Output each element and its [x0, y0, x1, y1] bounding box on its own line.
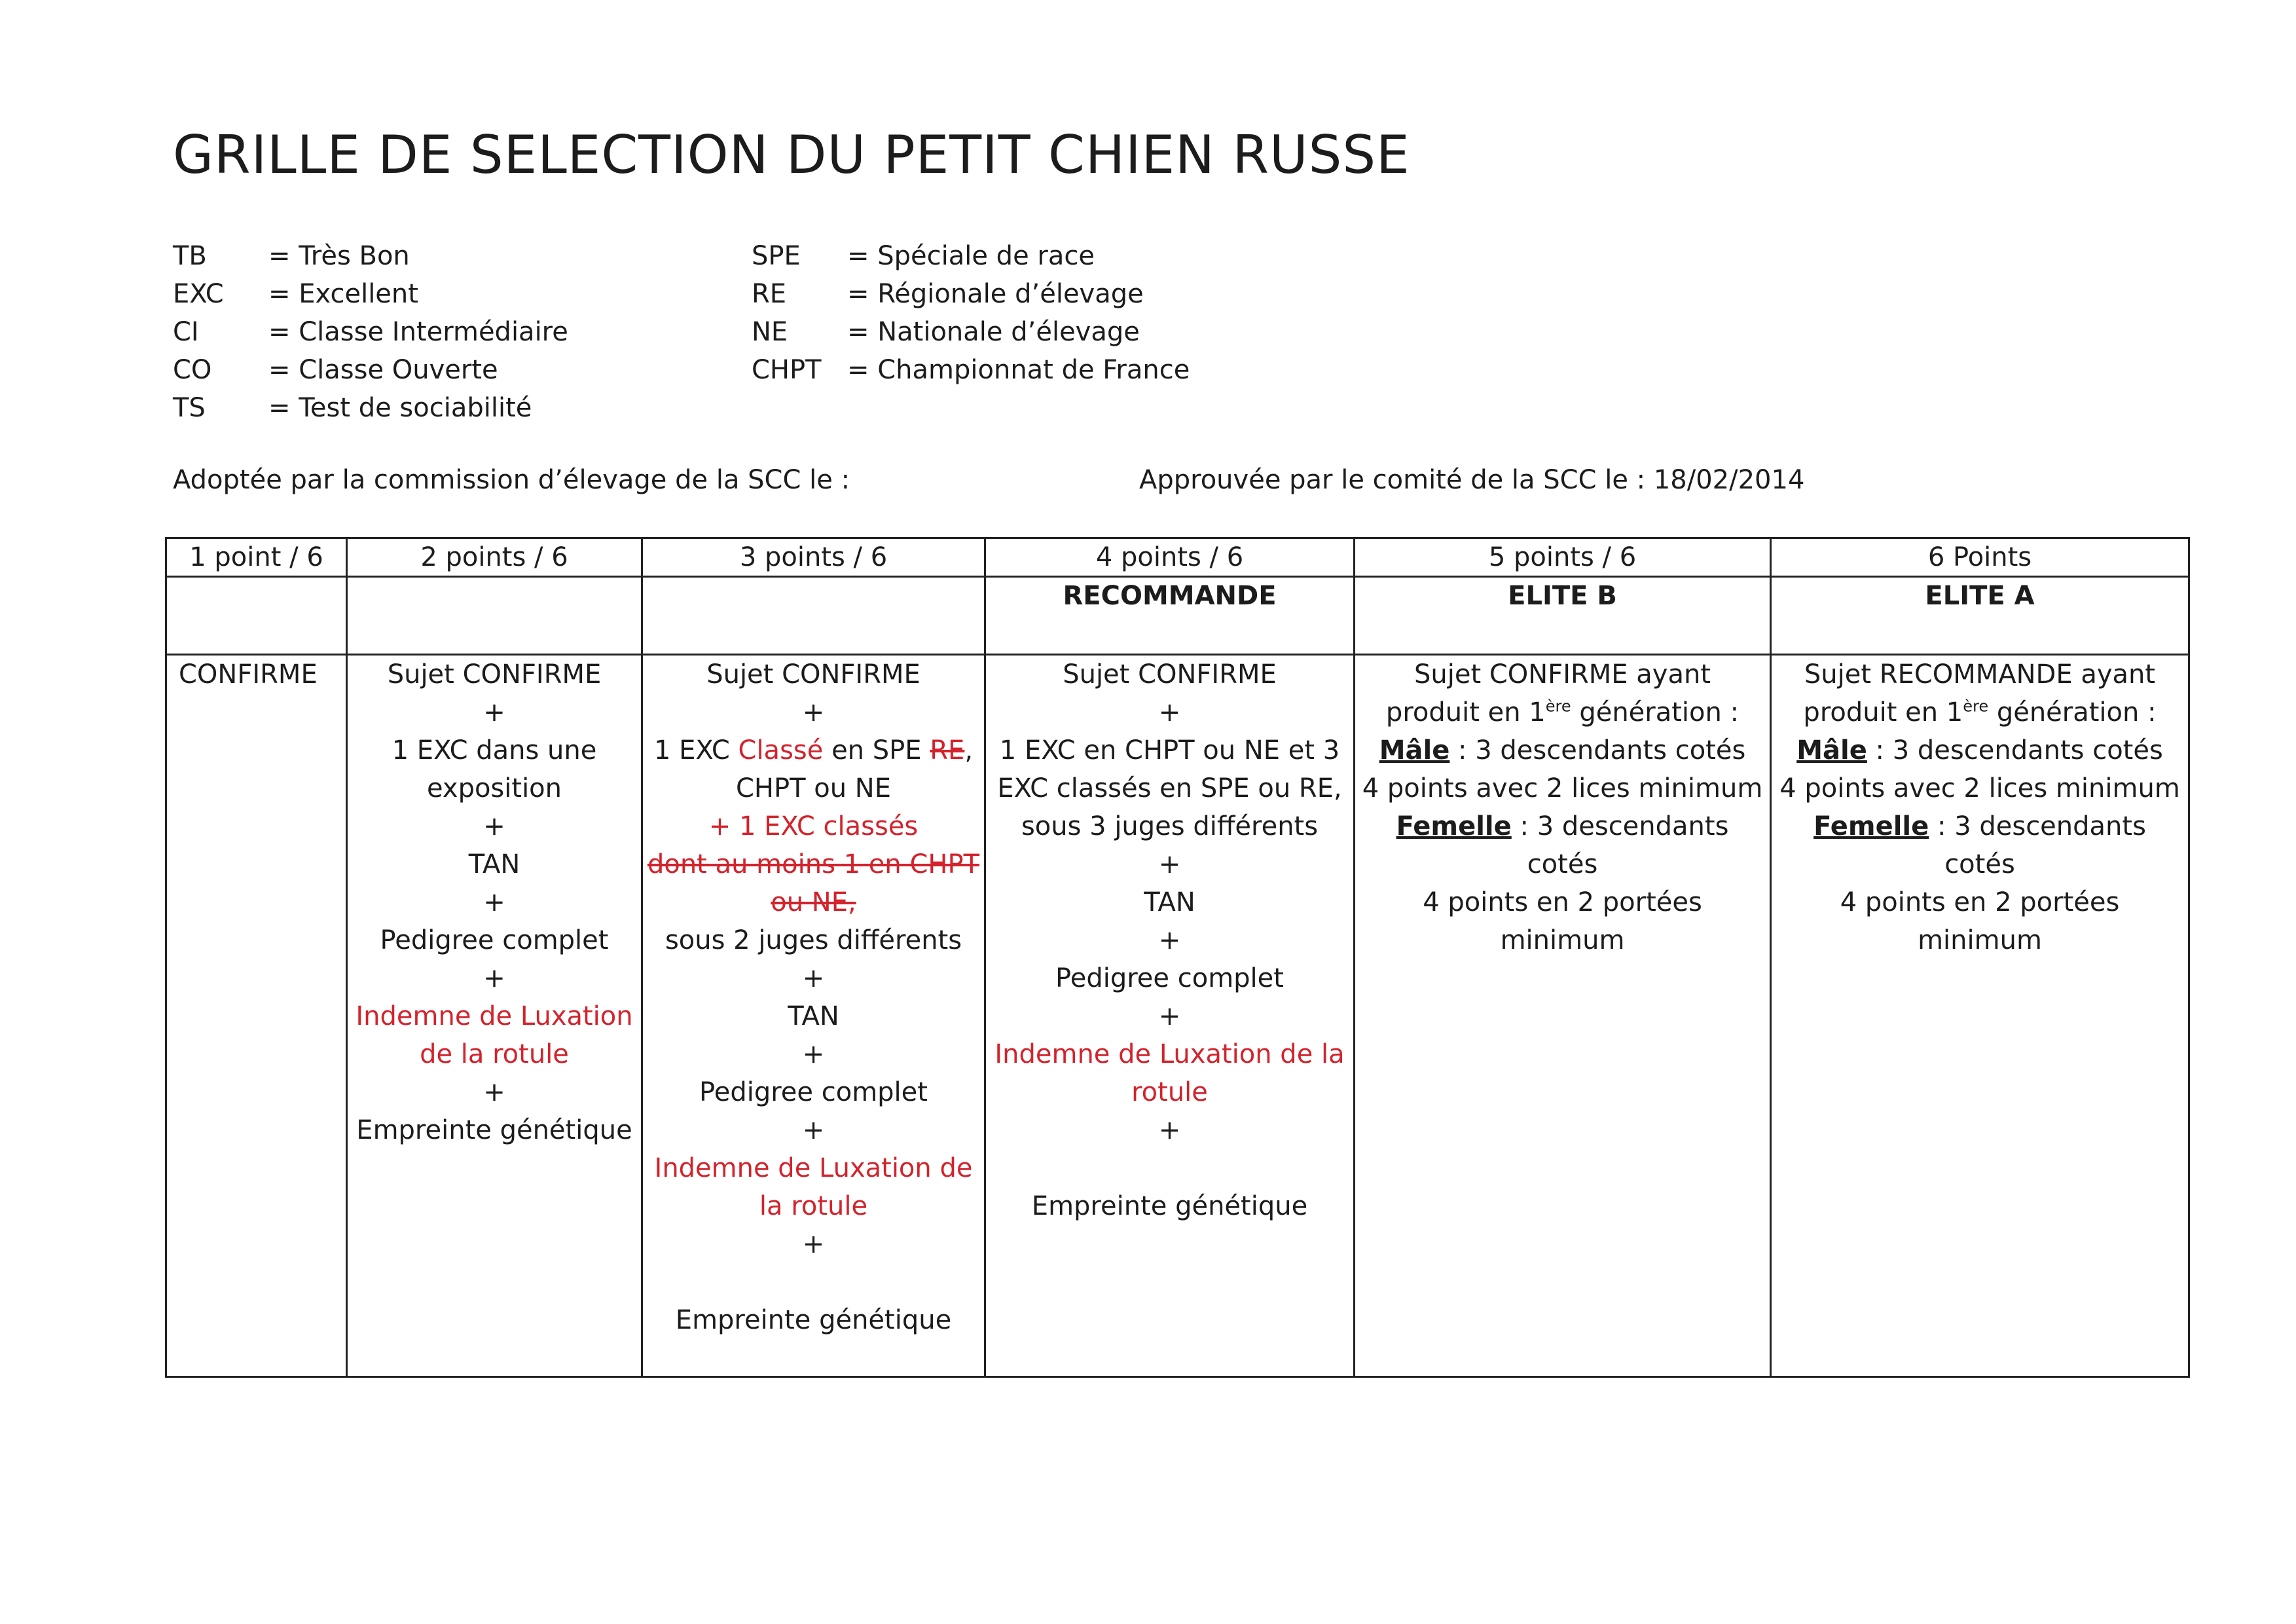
abbreviation-row [752, 313, 1190, 351]
female-label: Femelle [1813, 811, 1929, 841]
cell-text [1359, 807, 1766, 883]
cell-text: 4 points avec 2 lices minimum [1362, 773, 1763, 803]
cell-text: CHPT ou NE [735, 773, 891, 803]
cell-text: Sujet RECOMMANDE ayant [1804, 659, 2156, 690]
selection-grid-table [165, 537, 2190, 1378]
abbreviation-row [173, 351, 568, 389]
abbreviation-code: EXC [173, 279, 224, 309]
cell-text [1359, 693, 1766, 731]
cell-text: sous 2 juges différents [665, 925, 962, 955]
cell-text: 1 EXC en CHPT ou NE et 3 [999, 735, 1340, 766]
red-text: Classé [738, 735, 824, 766]
cell-text: exposition [426, 773, 562, 803]
plus-sign: + [483, 887, 505, 917]
cell-text: 1 EXC [653, 735, 738, 766]
red-text: + 1 EXC classés [708, 811, 919, 841]
plus-sign: + [1158, 1001, 1181, 1031]
cell-text: : 3 descendants cotés [1449, 735, 1746, 766]
abbreviation-row [173, 275, 568, 313]
male-label: Mâle [1379, 735, 1450, 766]
plus-sign: + [1158, 849, 1181, 879]
abbreviation-row [173, 389, 568, 427]
cell-text: Sujet CONFIRME [387, 659, 602, 690]
abbreviation-code: NE [752, 317, 788, 347]
red-text: rotule [1131, 1077, 1208, 1107]
abbreviation-code: CHPT [752, 355, 822, 385]
abbreviation-meaning: = Classe Ouverte [268, 355, 498, 385]
cell-text: 4 points avec 2 lices minimum [1779, 773, 2180, 803]
cell-text: EXC classés en SPE ou RE, [997, 773, 1342, 803]
committee-approval-line: Approuvée par le comité de la SCC le : 18/02/2014 [1139, 465, 1805, 495]
cell-text: produit en 1 [1803, 697, 1963, 728]
cell-text: sous 3 juges différents [1021, 811, 1319, 841]
cell-text: TAN [788, 1001, 839, 1031]
criteria-row [166, 655, 2189, 1377]
points-header-cell: 6 Points [1771, 538, 2189, 577]
cell-text: Pedigree complet [699, 1077, 928, 1107]
cell-text: Sujet CONFIRME ayant [1413, 659, 1711, 690]
criteria-cell-2-points [347, 655, 642, 1377]
abbreviation-meaning: = Classe Intermédiaire [268, 317, 568, 347]
page-title: GRILLE DE SELECTION DU PETIT CHIEN RUSSE [173, 124, 1410, 185]
red-text: Indemne de Luxation [355, 1001, 633, 1031]
red-text: la rotule [759, 1191, 868, 1221]
abbreviation-row [752, 275, 1190, 313]
criteria-cell-5-points [1355, 655, 1771, 1377]
criteria-cell-6-points [1771, 655, 2189, 1377]
superscript: ère [1963, 697, 1989, 716]
commission-adoption-line: Adoptée par la commission d’élevage de la SCC le : [173, 465, 850, 495]
cell-text: TAN [468, 849, 520, 879]
cell-text: Empreinte génétique [675, 1305, 952, 1335]
red-text: Indemne de Luxation de la [994, 1039, 1345, 1069]
cell-text [647, 731, 980, 769]
struck-text: ou NE, [771, 887, 856, 917]
cell-text: produit en 1 [1385, 697, 1546, 728]
cell-text [1776, 807, 2184, 883]
cell-text: : 3 descendants cotés [1511, 811, 1729, 879]
criteria-cell-3-points [642, 655, 985, 1377]
level-header-cell [347, 577, 642, 655]
level-header-cell: ELITE A [1771, 577, 2189, 655]
cell-text: Sujet CONFIRME [1063, 659, 1277, 690]
abbreviation-meaning: = Excellent [268, 279, 418, 309]
plus-sign: + [802, 1115, 825, 1145]
abbreviation-code: RE [752, 279, 787, 309]
cell-text: en SPE [823, 735, 930, 766]
points-header-cell: 3 points / 6 [642, 538, 985, 577]
cell-text [1776, 731, 2184, 769]
points-header-cell: 4 points / 6 [985, 538, 1355, 577]
abbreviation-meaning: = Spéciale de race [847, 241, 1095, 271]
cell-text: : 3 descendants cotés [1929, 811, 2146, 879]
abbreviation-row [752, 237, 1190, 275]
spacer [647, 1263, 980, 1301]
level-header-cell: ELITE B [1355, 577, 1771, 655]
level-header-cell [642, 577, 985, 655]
cell-text: Sujet CONFIRME [706, 659, 920, 690]
abbreviation-code: CO [173, 355, 212, 385]
abbreviation-meaning: = Régionale d’élevage [847, 279, 1144, 309]
abbreviation-code: TB [173, 241, 207, 271]
superscript: ère [1545, 697, 1571, 716]
spacer [990, 1149, 1349, 1187]
points-header-row [166, 538, 2189, 577]
cell-text: , [964, 735, 974, 766]
abbreviation-meaning: = Nationale d’élevage [847, 317, 1140, 347]
cell-text: 1 EXC dans une [392, 735, 597, 766]
level-header-row [166, 577, 2189, 655]
cell-text: Pedigree complet [1055, 963, 1284, 993]
struck-text: RE [930, 735, 965, 766]
abbreviation-row [173, 313, 568, 351]
plus-sign: + [483, 963, 505, 993]
abbreviation-legend-right [752, 237, 1190, 389]
cell-text: 4 points en 2 portées minimum [1840, 887, 2120, 955]
cell-text: génération : [1571, 697, 1740, 728]
cell-text: : 3 descendants cotés [1867, 735, 2163, 766]
plus-sign: + [1158, 925, 1181, 955]
plus-sign: + [483, 1077, 505, 1107]
abbreviation-legend-left [173, 237, 568, 427]
plus-sign: + [802, 1229, 825, 1259]
plus-sign: + [1158, 697, 1181, 728]
cell-text: 4 points en 2 portées minimum [1423, 887, 1702, 955]
plus-sign: + [802, 697, 825, 728]
cell-text: Empreinte génétique [1031, 1191, 1308, 1221]
level-header-cell [166, 577, 347, 655]
plus-sign: + [483, 811, 505, 841]
points-header-cell: 1 point / 6 [166, 538, 347, 577]
cell-text [1776, 693, 2184, 731]
cell-text: génération : [1988, 697, 2157, 728]
cell-text [1359, 731, 1766, 769]
plus-sign: + [1158, 1115, 1181, 1145]
abbreviation-meaning: = Championnat de France [847, 355, 1190, 385]
cell-text: Empreinte génétique [356, 1115, 632, 1145]
abbreviation-code: TS [173, 393, 206, 423]
cell-text: Pedigree complet [380, 925, 609, 955]
criteria-cell-1-point [166, 655, 347, 1377]
abbreviation-row [173, 237, 568, 275]
level-header-cell: RECOMMANDE [985, 577, 1355, 655]
red-text: Indemne de Luxation de [654, 1153, 973, 1183]
plus-sign: + [802, 1039, 825, 1069]
abbreviation-code: CI [173, 317, 199, 347]
female-label: Femelle [1396, 811, 1512, 841]
cell-text: CONFIRME [179, 659, 318, 690]
criteria-cell-4-points [985, 655, 1355, 1377]
points-header-cell: 5 points / 6 [1355, 538, 1771, 577]
abbreviation-meaning: = Très Bon [268, 241, 410, 271]
male-label: Mâle [1796, 735, 1867, 766]
red-text: de la rotule [420, 1039, 569, 1069]
abbreviation-meaning: = Test de sociabilité [268, 393, 532, 423]
plus-sign: + [483, 697, 505, 728]
points-header-cell: 2 points / 6 [347, 538, 642, 577]
abbreviation-row [752, 351, 1190, 389]
cell-text: TAN [1144, 887, 1195, 917]
abbreviation-code: SPE [752, 241, 801, 271]
struck-text: dont au moins 1 en CHPT [647, 849, 980, 879]
plus-sign: + [802, 963, 825, 993]
